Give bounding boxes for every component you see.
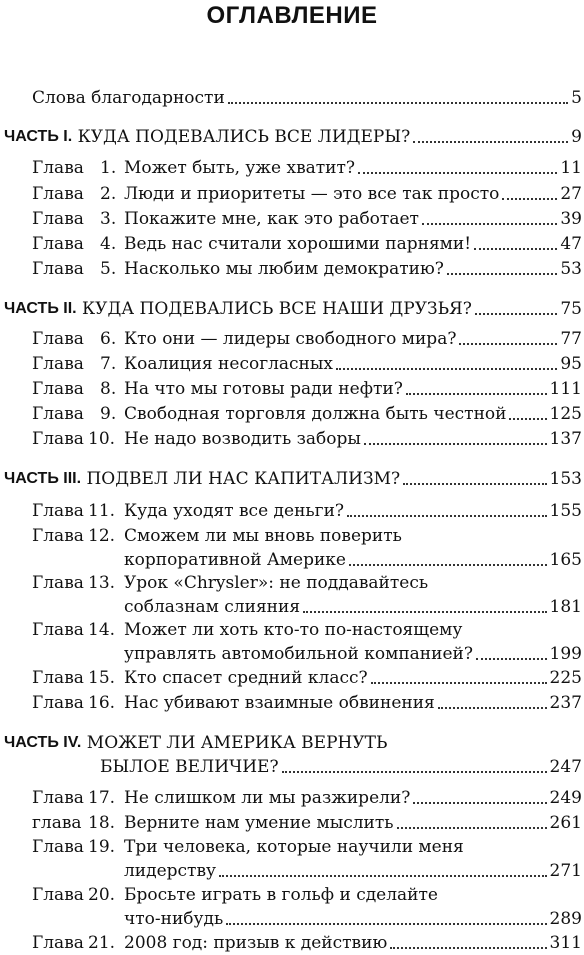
toc-chapter bbox=[0, 257, 584, 281]
toc-title: Слова благодарности bbox=[32, 88, 225, 108]
chapter-number: Глава bbox=[32, 668, 84, 688]
chapter-number: Глава bbox=[32, 788, 84, 808]
page-number: 289 bbox=[549, 909, 582, 929]
dot-leader bbox=[413, 780, 546, 804]
toc-title: Не надо возводить заборы bbox=[124, 429, 361, 449]
chapter-number: Глава bbox=[32, 354, 84, 374]
toc-title: Сможем ли мы вновь поверить bbox=[124, 526, 402, 546]
chapter-number: Глава bbox=[32, 885, 84, 905]
toc-title: БЫЛОЕ ВЕЛИЧИЕ? bbox=[100, 757, 279, 777]
dot-leader bbox=[447, 251, 557, 275]
chapter-number: Глава bbox=[32, 404, 84, 424]
chapter-number: Глава bbox=[32, 620, 84, 640]
chapter-number: Глава bbox=[32, 379, 84, 399]
dot-leader bbox=[476, 636, 547, 660]
chapter-index: 17. bbox=[88, 788, 116, 808]
toc-chapter bbox=[0, 427, 584, 451]
chapter-number: Глава bbox=[32, 329, 84, 349]
part-label: ЧАСТЬ III. bbox=[4, 470, 82, 487]
toc-title: лидерству bbox=[124, 861, 217, 881]
toc-chapter bbox=[0, 595, 584, 619]
toc-title: Может ли хоть кто-то по-настоящему bbox=[124, 620, 463, 640]
dot-leader bbox=[371, 660, 547, 684]
toc-line bbox=[124, 931, 582, 955]
chapter-number: глава bbox=[32, 813, 82, 833]
toc-chapter bbox=[0, 156, 584, 180]
dot-leader bbox=[303, 589, 546, 613]
dot-leader bbox=[509, 396, 546, 420]
toc-chapter bbox=[0, 811, 584, 835]
page-number: 311 bbox=[549, 933, 582, 953]
toc-title: МОЖЕТ ЛИ АМЕРИКА ВЕРНУТЬ bbox=[86, 733, 388, 753]
page-number: 271 bbox=[549, 861, 582, 881]
dot-leader bbox=[475, 291, 557, 315]
dot-leader bbox=[474, 226, 557, 250]
page-number: 125 bbox=[549, 404, 582, 424]
page-number: 165 bbox=[549, 550, 582, 570]
dot-leader bbox=[349, 542, 547, 566]
chapter-number: Глава bbox=[32, 573, 84, 593]
chapter-index: 15. bbox=[88, 668, 116, 688]
toc-part bbox=[0, 297, 584, 321]
dot-leader bbox=[459, 321, 557, 345]
toc-title: Нас убивают взаимные обвинения bbox=[124, 693, 435, 713]
toc-title: Бросьте играть в гольф и сделайте bbox=[124, 885, 438, 905]
toc-chapter bbox=[0, 548, 584, 572]
toc-title: Свободная торговля должна быть честной bbox=[124, 404, 507, 424]
toc-title: что-нибудь bbox=[124, 909, 224, 929]
toc-title: 2008 год: призыв к действию bbox=[124, 933, 388, 953]
toc-title: Урок «Chrysler»: не поддавайтесь bbox=[124, 573, 429, 593]
toc-title: Куда уходят все деньги? bbox=[124, 501, 345, 521]
page-number: 153 bbox=[549, 469, 582, 489]
toc-part bbox=[0, 467, 584, 491]
dot-leader bbox=[403, 461, 546, 485]
page-number: 11 bbox=[560, 158, 582, 178]
chapter-number: Глава bbox=[32, 837, 84, 857]
dot-leader bbox=[219, 853, 547, 877]
toc-chapter bbox=[0, 859, 584, 883]
chapter-index: 9. bbox=[100, 404, 117, 424]
toc-title: соблазнам слияния bbox=[124, 597, 301, 617]
chapter-index: 7. bbox=[100, 354, 117, 374]
chapter-number: Глава bbox=[32, 158, 84, 178]
page-number: 9 bbox=[571, 127, 582, 147]
toc-entry bbox=[0, 86, 584, 110]
page-number: 247 bbox=[549, 757, 582, 777]
page-number: 249 bbox=[549, 788, 582, 808]
toc-line bbox=[124, 811, 582, 835]
toc-line bbox=[124, 548, 582, 572]
chapter-index: 11. bbox=[88, 501, 116, 521]
toc-line bbox=[124, 859, 582, 883]
toc-title: Три человека, которые научили меня bbox=[124, 837, 464, 857]
chapter-index: 10. bbox=[88, 429, 116, 449]
dot-leader bbox=[336, 346, 557, 370]
part-label: ЧАСТЬ II. bbox=[4, 300, 77, 317]
toc-title: На что мы готовы ради нефти? bbox=[124, 379, 403, 399]
dot-leader bbox=[226, 901, 546, 925]
chapter-index: 21. bbox=[88, 933, 116, 953]
toc-line bbox=[124, 595, 582, 619]
chapter-index: 20. bbox=[88, 885, 116, 905]
chapter-index: 2. bbox=[100, 184, 117, 204]
page-number: 137 bbox=[549, 429, 582, 449]
toc-line bbox=[32, 86, 582, 110]
dot-leader bbox=[413, 119, 568, 143]
part-label: ЧАСТЬ I. bbox=[4, 128, 73, 145]
toc-title: Коалиция несогласных bbox=[124, 354, 334, 374]
toc-title: управлять автомобильной компанией? bbox=[124, 644, 473, 664]
dot-leader bbox=[438, 685, 547, 709]
chapter-index: 16. bbox=[88, 693, 116, 713]
toc-title: корпоративной Америке bbox=[124, 550, 346, 570]
toc-chapter bbox=[0, 691, 584, 715]
dot-leader bbox=[282, 749, 547, 773]
toc-title: ПОДВЕЛ ЛИ НАС КАПИТАЛИЗМ? bbox=[86, 469, 401, 489]
toc-chapter bbox=[0, 377, 584, 401]
part-label: ЧАСТЬ IV. bbox=[4, 734, 82, 751]
chapter-number: Глава bbox=[32, 209, 84, 229]
page-number: 225 bbox=[549, 668, 582, 688]
toc-title: Ведь нас считали хорошими парнями! bbox=[124, 234, 472, 254]
toc-part bbox=[0, 125, 584, 149]
chapter-index: 8. bbox=[100, 379, 117, 399]
chapter-index: 13. bbox=[88, 573, 116, 593]
chapter-index: 14. bbox=[88, 620, 116, 640]
toc-title: Насколько мы любим демократию? bbox=[124, 259, 444, 279]
page-number: 199 bbox=[549, 644, 582, 664]
chapter-index: 12. bbox=[88, 526, 116, 546]
dot-leader bbox=[422, 201, 557, 225]
chapter-number: Глава bbox=[32, 234, 84, 254]
chapter-number: Глава bbox=[32, 259, 84, 279]
page-number: 95 bbox=[560, 354, 582, 374]
dot-leader bbox=[358, 150, 557, 174]
dot-leader bbox=[502, 176, 557, 200]
toc-title: Верните нам умение мыслить bbox=[124, 813, 394, 833]
chapter-number: Глава bbox=[32, 501, 84, 521]
toc-title: Кто спасет средний класс? bbox=[124, 668, 368, 688]
page-number: 155 bbox=[549, 501, 582, 521]
dot-leader bbox=[390, 925, 546, 949]
chapter-index: 1. bbox=[100, 158, 117, 178]
toc-line bbox=[100, 755, 582, 779]
page-title: ОГЛАВЛЕНИЕ bbox=[206, 2, 378, 29]
toc-title: Люди и приоритеты — это все так просто bbox=[124, 184, 500, 204]
toc-part bbox=[0, 755, 584, 779]
page-number: 111 bbox=[549, 379, 582, 399]
toc-title: КУДА ПОДЕВАЛИСЬ ВСЕ НАШИ ДРУЗЬЯ? bbox=[82, 299, 472, 319]
page-number: 261 bbox=[549, 813, 582, 833]
chapter-index: 5. bbox=[100, 259, 117, 279]
toc-title: Кто они — лидеры свободного мира? bbox=[124, 329, 457, 349]
toc-line bbox=[4, 125, 582, 149]
toc-title: Покажите мне, как это работает bbox=[124, 209, 419, 229]
page-number: 237 bbox=[549, 693, 582, 713]
dot-leader bbox=[406, 371, 547, 395]
dot-leader bbox=[228, 80, 568, 104]
toc-title: КУДА ПОДЕВАЛИСЬ ВСЕ ЛИДЕРЫ? bbox=[77, 127, 411, 147]
toc-line bbox=[124, 499, 582, 523]
page-number: 53 bbox=[560, 259, 582, 279]
page-number: 47 bbox=[560, 234, 582, 254]
chapter-index: 19. bbox=[88, 837, 116, 857]
page-number: 181 bbox=[549, 597, 582, 617]
toc-line bbox=[4, 297, 582, 321]
chapter-number: Глава bbox=[32, 429, 84, 449]
toc-line bbox=[124, 691, 582, 715]
chapter-index: 6. bbox=[100, 329, 117, 349]
chapter-number: Глава bbox=[32, 526, 84, 546]
chapter-number: Глава bbox=[32, 693, 84, 713]
page-number: 27 bbox=[560, 184, 582, 204]
page-number: 39 bbox=[560, 209, 582, 229]
chapter-number: Глава bbox=[32, 933, 84, 953]
toc-title: Не слишком ли мы разжирели? bbox=[124, 788, 411, 808]
chapter-index: 3. bbox=[100, 209, 117, 229]
dot-leader bbox=[364, 421, 547, 445]
toc-title: Может быть, уже хватит? bbox=[124, 158, 356, 178]
toc-line bbox=[4, 467, 582, 491]
page-number: 75 bbox=[560, 299, 582, 319]
chapter-index: 18. bbox=[88, 813, 116, 833]
toc-chapter bbox=[0, 931, 584, 955]
chapter-number: Глава bbox=[32, 184, 84, 204]
page-number: 77 bbox=[560, 329, 582, 349]
dot-leader bbox=[397, 805, 547, 829]
toc-line bbox=[124, 257, 582, 281]
toc-chapter bbox=[0, 499, 584, 523]
toc-line bbox=[124, 427, 582, 451]
dot-leader bbox=[347, 493, 547, 517]
chapter-index: 4. bbox=[100, 234, 117, 254]
page-number: 5 bbox=[571, 88, 582, 108]
